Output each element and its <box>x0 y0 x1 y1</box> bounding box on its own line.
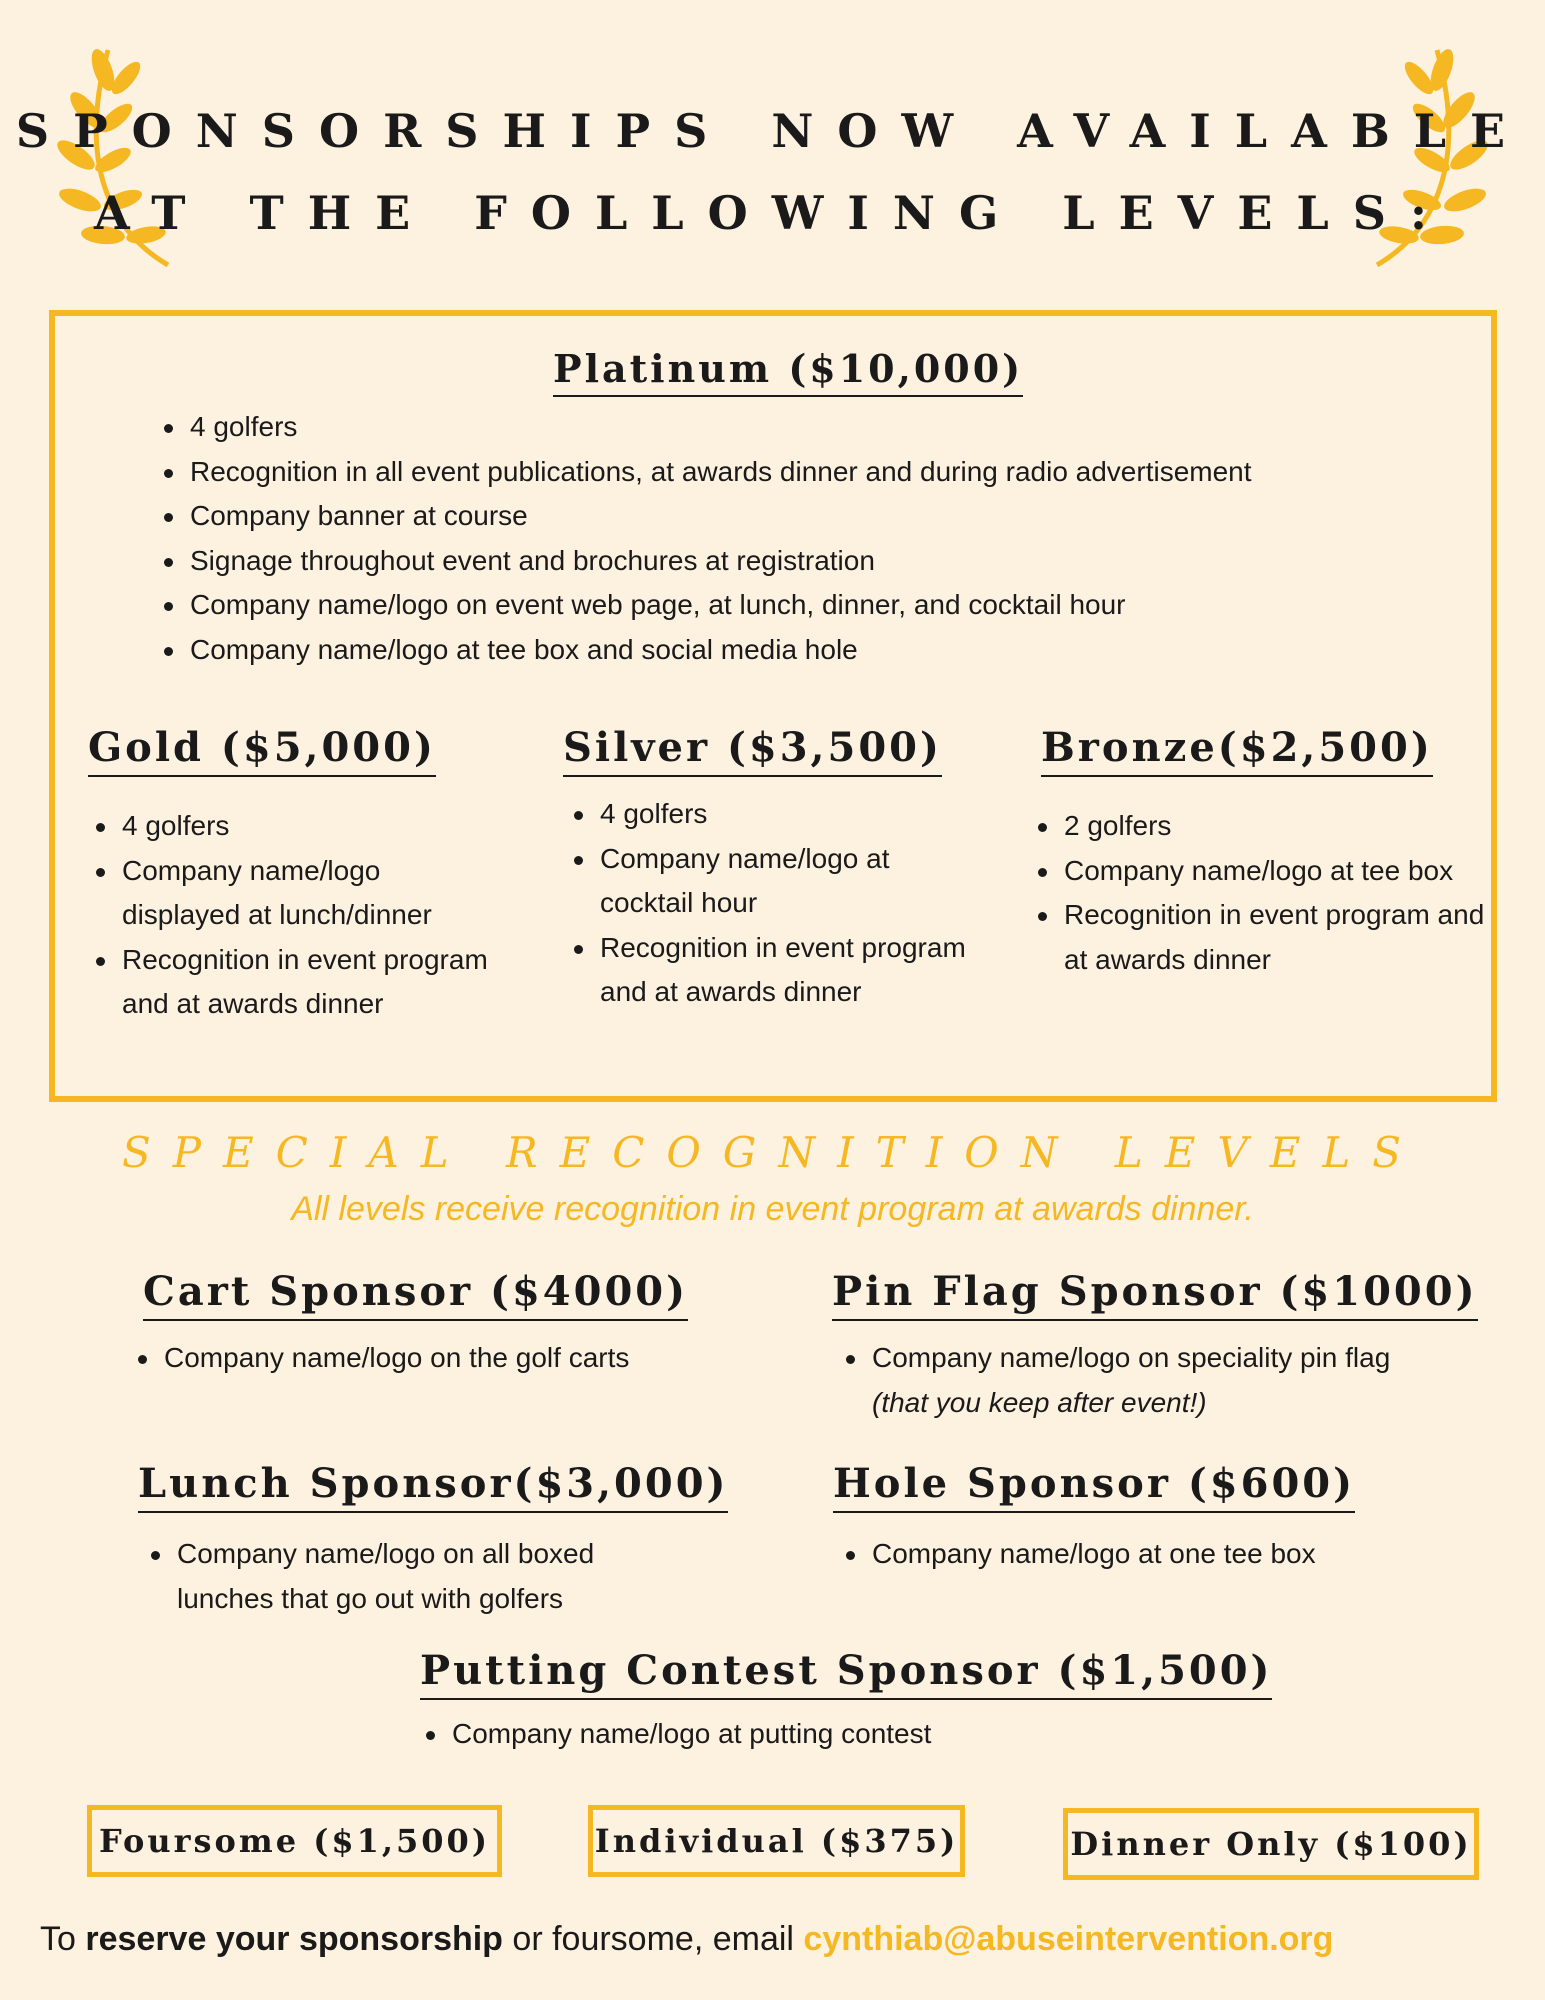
list-item: Company name/logo at tee box and social media hole <box>156 628 1456 673</box>
pin-flag-sponsor-title: Pin Flag Sponsor ($1000) <box>832 1268 1478 1321</box>
silver-title: Silver ($3,500) <box>563 724 942 777</box>
pin-flag-sponsor-benefits <box>838 1336 1398 1425</box>
bronze-benefits <box>1030 804 1490 982</box>
header-line-1: SPONSORSHIPS NOW AVAILABLE <box>15 104 1530 158</box>
list-item: Company banner at course <box>156 494 1456 539</box>
list-item: Company name/logo at tee box <box>1030 849 1490 894</box>
list-item: Company name/logo at cocktail hour <box>566 837 966 926</box>
gold-title: Gold ($5,000) <box>88 724 436 777</box>
hole-sponsor-benefits <box>838 1532 1438 1577</box>
platinum-title: Platinum ($10,000) <box>553 346 1023 397</box>
list-item: 2 golfers <box>1030 804 1490 849</box>
cart-sponsor-benefits <box>130 1336 650 1381</box>
list-item: Company name/logo at one tee box <box>838 1532 1438 1577</box>
list-item: Recognition in event program and at awards dinner <box>566 926 966 1015</box>
silver-benefits <box>566 792 966 1015</box>
footer-prefix: To <box>40 1920 86 1958</box>
list-item: 4 golfers <box>88 804 498 849</box>
list-item: Recognition in event program and at awards dinner <box>1030 893 1490 982</box>
platinum-benefits <box>156 405 1456 672</box>
lunch-sponsor-title: Lunch Sponsor($3,000) <box>138 1460 728 1513</box>
hole-sponsor-title: Hole Sponsor ($600) <box>833 1460 1355 1513</box>
footer-middle: or foursome, email <box>502 1920 804 1958</box>
contact-email-link[interactable]: cynthiab@abuseintervention.org <box>803 1920 1334 1958</box>
footer-bold: reserve your sponsorship <box>85 1920 503 1958</box>
list-item: Company name/logo on the golf carts <box>130 1336 650 1381</box>
dinner-only-ticket: Dinner Only ($100) <box>1063 1808 1479 1880</box>
list-item: 4 golfers <box>156 405 1456 450</box>
list-item: Recognition in event program and at awards dinner <box>88 938 498 1027</box>
list-item: Company name/logo displayed at lunch/dinner <box>88 849 498 938</box>
list-item: 4 golfers <box>566 792 966 837</box>
footer-contact <box>40 1920 1520 1959</box>
list-item: Company name/logo on event web page, at lunch, dinner, and cocktail hour <box>156 583 1456 628</box>
list-item: Signage throughout event and brochures at registration <box>156 539 1456 584</box>
list-item: Recognition in all event publications, at awards dinner and during radio advertisement <box>156 450 1456 495</box>
putting-contest-benefits <box>418 1712 1118 1757</box>
bronze-title: Bronze($2,500) <box>1041 724 1433 777</box>
putting-contest-sponsor-title: Putting Contest Sponsor ($1,500) <box>420 1647 1272 1700</box>
list-item <box>838 1336 1398 1425</box>
header-line-2: AT THE FOLLOWING LEVELS: <box>94 186 1451 240</box>
page-header <box>0 90 1545 254</box>
individual-ticket: Individual ($375) <box>588 1805 965 1877</box>
pin-flag-item-text: Company name/logo on speciality pin flag <box>872 1342 1391 1373</box>
cart-sponsor-title: Cart Sponsor ($4000) <box>143 1268 688 1321</box>
list-item: Company name/logo on all boxed lunches that go out with golfers <box>143 1532 673 1621</box>
lunch-sponsor-benefits <box>143 1532 673 1621</box>
list-item: Company name/logo at putting contest <box>418 1712 1118 1757</box>
special-recognition-subtitle: All levels receive recognition in event program at awards dinner. <box>291 1190 1254 1228</box>
pin-flag-item-note: (that you keep after event!) <box>872 1386 1207 1418</box>
special-recognition-title: SPECIAL RECOGNITION LEVELS <box>121 1128 1424 1177</box>
foursome-ticket: Foursome ($1,500) <box>87 1805 502 1877</box>
gold-benefits <box>88 804 498 1027</box>
